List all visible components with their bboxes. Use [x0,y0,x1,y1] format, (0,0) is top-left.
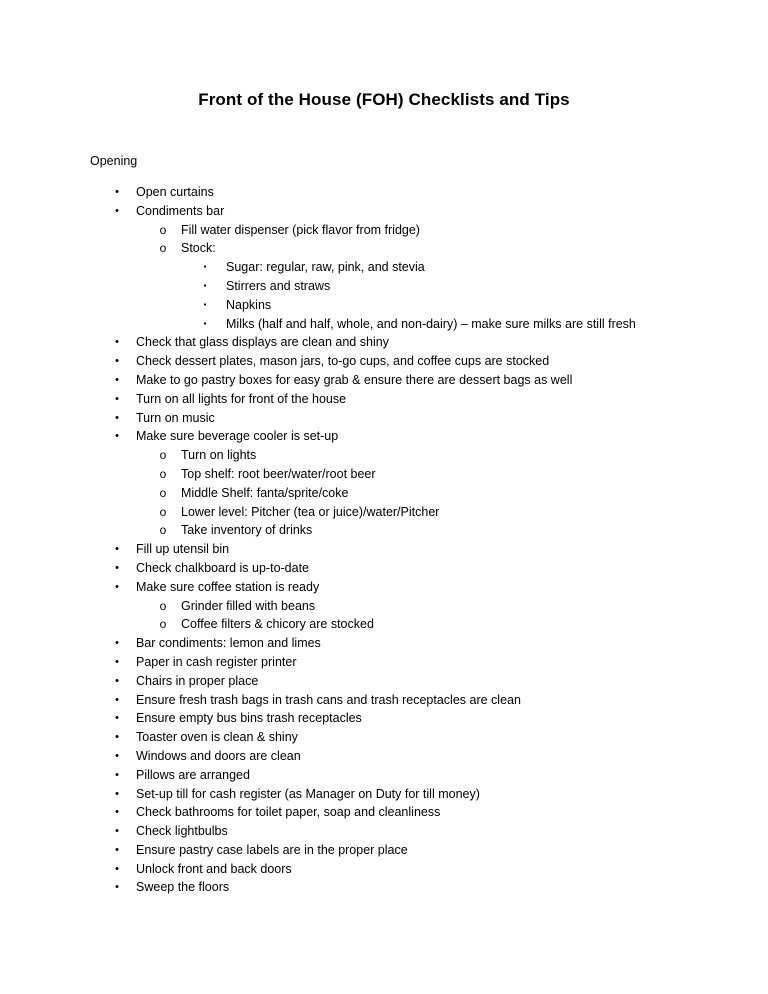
bullet-circle-icon: o [159,617,167,632]
checklist-item [0,653,768,672]
checklist-item [0,878,768,897]
checklist-item [0,333,768,352]
bullet-dot-icon: • [115,749,119,762]
checklist-item [0,427,768,446]
bullet-dot-icon: • [115,825,119,838]
bullet-dot-icon: • [115,712,119,725]
bullet-dot-icon: • [115,731,119,744]
checklist-item [0,221,768,240]
checklist-item [0,540,768,559]
bullet-circle-icon: o [159,466,167,481]
checklist-item-text: Make sure beverage cooler is set-up [136,429,339,444]
checklist-item-text: Check dessert plates, mason jars, to-go cups, and coffee cups are stocked [136,354,550,369]
checklist-item-text: Pillows are arranged [136,767,250,782]
checklist-item [0,691,768,710]
checklist-item [0,559,768,578]
bullet-dot-icon: • [115,787,119,800]
checklist-item-text: Fill water dispenser (pick flavor from fridge) [181,222,420,237]
checklist-item [0,409,768,428]
document-title: Front of the House (FOH) Checklists and Tips [198,90,570,109]
checklist-item [0,352,768,371]
checklist-item [0,521,768,540]
checklist-item [0,371,768,390]
checklist-item [0,465,768,484]
checklist-item-text: Check lightbulbs [136,824,228,839]
checklist-item-text: Lower level: Pitcher (tea or juice)/water/Pitcher [181,504,440,519]
checklist-item-text: Middle Shelf: fanta/sprite/coke [181,485,349,500]
checklist-item-text: Ensure empty bus bins trash receptacles [136,711,362,726]
bullet-circle-icon: o [159,448,167,463]
checklist-item-text: Turn on lights [181,448,257,463]
section-heading-opening: Opening [90,154,138,168]
checklist-item [0,785,768,804]
bullet-dot-icon: • [115,693,119,706]
bullet-dot-icon: • [115,768,119,781]
checklist-item-text: Sugar: regular, raw, pink, and stevia [226,260,425,275]
bullet-dot-icon: • [115,411,119,424]
bullet-square-icon: ▪ [203,262,207,272]
checklist-item-text: Sweep the floors [136,880,230,895]
checklist-item [0,709,768,728]
checklist-item [0,860,768,879]
bullet-dot-icon: • [115,843,119,856]
checklist-item [0,446,768,465]
bullet-circle-icon: o [159,523,167,538]
bullet-dot-icon: • [115,637,119,650]
checklist-item-text: Windows and doors are clean [136,748,301,763]
checklist-item-text: Open curtains [136,185,214,199]
checklist-item [0,822,768,841]
checklist-item-text: Set-up till for cash register (as Manager on Duty for till money) [136,786,480,801]
bullet-circle-icon: o [159,485,167,500]
checklist-item [0,202,768,221]
checklist-item-text: Make to go pastry boxes for easy grab & ensure there are dessert bags as well [136,372,573,387]
checklist-item [0,728,768,747]
checklist-item-text: Unlock front and back doors [136,861,292,876]
bullet-circle-icon: o [159,241,167,256]
checklist-item-text: Top shelf: root beer/water/root beer [181,466,376,481]
checklist-item-text: Check that glass displays are clean and shiny [136,335,389,350]
checklist-item-text: Turn on music [136,410,215,425]
bullet-circle-icon: o [159,504,167,519]
checklist-item [0,503,768,522]
checklist-item [0,277,768,296]
checklist-item [0,239,768,258]
checklist-item-text: Stock: [181,241,216,256]
bullet-square-icon: ▪ [203,318,207,328]
bullet-dot-icon: • [115,674,119,687]
checklist-item [0,634,768,653]
checklist-item-text: Napkins [226,297,272,312]
opening-checklist [0,183,768,897]
bullet-dot-icon: • [115,186,119,198]
checklist-item [0,183,768,202]
checklist-item-text: Bar condiments: lemon and limes [136,636,321,651]
bullet-square-icon: ▪ [203,280,207,290]
bullet-dot-icon: • [115,543,119,556]
bullet-dot-icon: • [115,561,119,574]
checklist-item [0,578,768,597]
bullet-dot-icon: • [115,881,119,894]
checklist-item [0,484,768,503]
bullet-dot-icon: • [115,392,119,405]
checklist-item [0,747,768,766]
checklist-item [0,672,768,691]
bullet-dot-icon: • [115,204,119,217]
checklist-item-text: Turn on all lights for front of the house [136,391,347,406]
bullet-dot-icon: • [115,355,119,368]
checklist-item [0,841,768,860]
bullet-dot-icon: • [115,336,119,349]
checklist-item-text: Chairs in proper place [136,673,259,688]
bullet-circle-icon: o [159,598,167,613]
checklist-item-text: Ensure fresh trash bags in trash cans and trash receptacles are clean [136,692,521,707]
checklist-item [0,803,768,822]
checklist-item [0,597,768,616]
checklist-item-text: Take inventory of drinks [181,523,313,538]
checklist-item-text: Paper in cash register printer [136,654,297,669]
bullet-dot-icon: • [115,373,119,386]
bullet-dot-icon: • [115,806,119,819]
checklist-item-text: Make sure coffee station is ready [136,579,320,594]
checklist-item [0,390,768,409]
checklist-item-text: Grinder filled with beans [181,598,316,613]
checklist-item [0,296,768,315]
bullet-dot-icon: • [115,862,119,875]
checklist-item [0,258,768,277]
bullet-dot-icon: • [115,430,119,443]
checklist-item-text: Coffee filters & chicory are stocked [181,617,374,632]
checklist-item [0,615,768,634]
checklist-item-text: Milks (half and half, whole, and non-dairy) – make sure milks are still fresh [226,316,636,331]
checklist-item-text: Fill up utensil bin [136,542,230,557]
checklist-item-text: Check bathrooms for toilet paper, soap and cleanliness [136,805,441,820]
bullet-circle-icon: o [159,222,167,237]
checklist-item [0,315,768,334]
bullet-dot-icon: • [115,580,119,593]
checklist-item-text: Check chalkboard is up-to-date [136,560,310,575]
checklist-item-text: Toaster oven is clean & shiny [136,730,298,745]
checklist-item-text: Condiments bar [136,203,225,218]
bullet-dot-icon: • [115,655,119,668]
checklist-item-text: Stirrers and straws [226,278,331,293]
checklist-item [0,766,768,785]
bullet-square-icon: ▪ [203,299,207,309]
checklist-item-text: Ensure pastry case labels are in the proper place [136,842,408,857]
